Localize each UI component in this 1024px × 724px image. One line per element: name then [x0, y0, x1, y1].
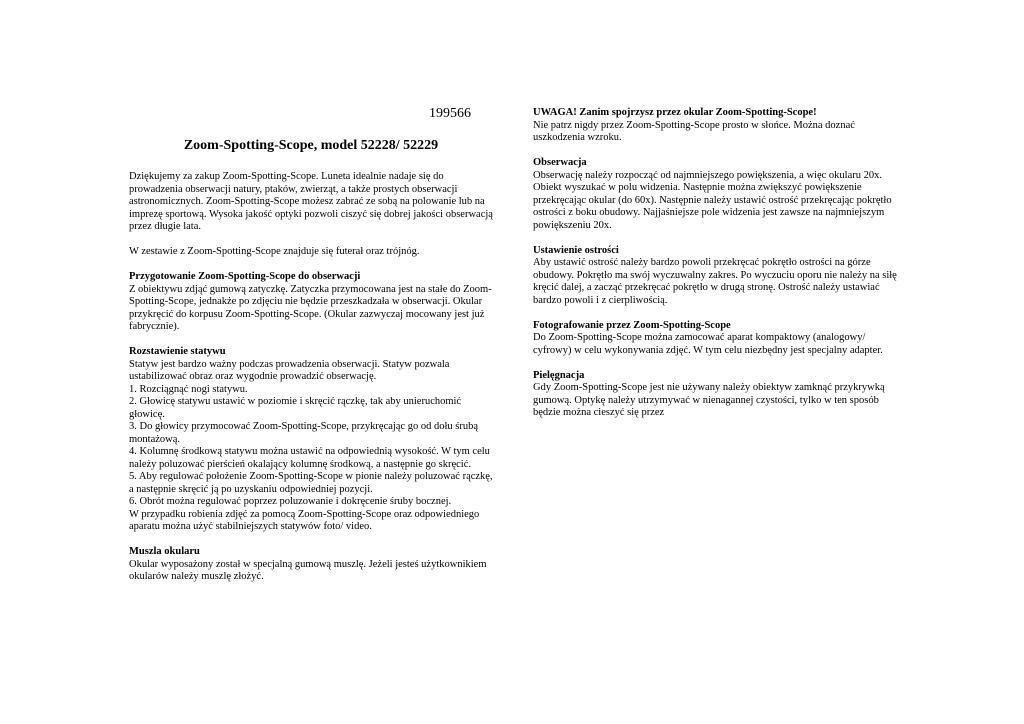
preparation-section [129, 271, 493, 334]
focus-body: Aby ustawić ostrość należy bardzo powoli przekręcać pokrętło ostrości na górze obudowy. Pokrętło ma swój wyczuwalny zakres. Po wyczuciu oporu nie należy na siłę kręcić dalej, a zacząć przekręcać pokrętło w drugą stronę. Ostrość należy ustawiać bardzo powoli i z cierpliwością. [533, 257, 897, 306]
document-title: Zoom-Spotting-Scope, model 52228/ 52229 [183, 138, 439, 153]
care-heading: Pielęgnacja [533, 369, 585, 381]
document-number: 199566 [429, 106, 471, 121]
eyecup-body: Okular wyposażony został w specjalną gumową muszlę. Jeżeli jesteś użytkownikiem okularów należy muszlę złożyć. [129, 558, 487, 582]
tripod-steps [129, 384, 493, 534]
preparation-heading: Przygotowanie Zoom-Spotting-Scope do obserwacji [129, 271, 361, 282]
warning-section [533, 107, 899, 145]
warning-heading: UWAGA! Zanim spojrzysz przez okular Zoom-Spotting-Scope! [533, 107, 817, 118]
tripod-note: W przypadku robienia zdjęć za pomocą Zoom-Spotting-Scope oraz odpowiedniego aparatu można użyć stabilniejszych statywów foto/ video. [129, 508, 480, 532]
tripod-step: 2. Głowicę statywu ustawić w poziomie i skręcić rączkę, tak aby unieruchomić głowicę. [129, 396, 462, 420]
tripod-section [129, 346, 493, 534]
intro-paragraph: Dziękujemy za zakup Zoom-Spotting-Scope. Luneta idealnie nadaje się do prowadzenia obserwacji natury, ptaków, zwierząt, a także prostych obserwacji astronomicznych. Zoom-Spotting-Scope możesz zabrać ze sobą na polowanie lub na imprezę sportową. Wysoka jakość optyki pozwoli ciszyć się dobrej jakości obserwacją przez długie lata. [129, 171, 493, 232]
tripod-step: 5. Aby regulować położenie Zoom-Spotting-Scope w pionie należy poluzować rączkę, a następnie skręcić ją po uzyskaniu odpowiedniej pozycji. [129, 471, 493, 495]
package-contents-paragraph: W zestawie z Zoom-Spotting-Scope znajduje się futerał oraz trójnóg. [129, 246, 420, 257]
warning-body: Nie patrz nigdy przez Zoom-Spotting-Scope prosto w słońce. Można doznać uszkodzenia wzroku. [533, 119, 855, 143]
care-body: Gdy Zoom-Spotting-Scope jest nie używany należy obiektyw zamknąć przykrywką gumową. Optykę należy utrzymywać w nienagannej czystości, tylko w ten sposób będzie można cieszyć się przez [533, 382, 885, 418]
eyecup-section [129, 546, 493, 584]
right-column [533, 107, 899, 432]
photography-section [533, 320, 899, 358]
observation-body: Obserwację należy rozpocząć od najmniejszego powiększenia, a więc okularu 20x. Obiekt wyszukać w polu widzenia. Następnie można zwiększyć powiększenie przekręcając okular (do 60x). Następnie należy ustawić ostrość przekręcając pokrętło ostrości z boku obudowy. Najjaśniejsze pole widzenia jest zawsze na najmniejszym powiększeniu 20x. [533, 169, 892, 231]
observation-heading: Obserwacja [533, 157, 587, 168]
observation-section [533, 157, 899, 232]
tripod-step: 1. Rozciągnąć nogi statywu. [129, 383, 248, 395]
left-column [129, 171, 493, 596]
tripod-step: 3. Do głowicy przymocować Zoom-Spotting-Scope, przykręcając go od dołu śrubą montażową. [129, 421, 479, 445]
focus-section [533, 245, 899, 308]
tripod-step: 4. Kolumnę środkową statywu można ustawić na odpowiednią wysokość. W tym celu należy poluzować pierścień okalający kolumnę środkową, a następnie go skręcić. [129, 446, 490, 470]
tripod-intro: Statyw jest bardzo ważny podczas prowadzenia obserwacji. Statyw pozwala ustabilizować obraz oraz wygodnie prowadzić obserwację. [129, 358, 450, 382]
preparation-body: Z obiektywu zdjąć gumową zatyczkę. Zatyczka przymocowana jest na stałe do Zoom-Spotting-Scope, jednakże po zdjęciu nie będzie przeszkadzała w obserwacji. Okular przykręcić do korpusu Zoom-Spotting-Scope. (Okular zazwyczaj mocowany jest już fabrycznie). [129, 283, 492, 332]
eyecup-heading: Muszla okularu [129, 546, 200, 557]
photography-heading: Fotografowanie przez Zoom-Spotting-Scope [533, 319, 731, 331]
focus-heading: Ustawienie ostrości [533, 244, 619, 256]
care-section [533, 370, 899, 420]
tripod-step: 6. Obrót można regulować poprzez poluzowanie i dokręcenie śruby bocznej. [129, 496, 452, 507]
tripod-heading: Rozstawienie statywu [129, 346, 226, 357]
photography-body: Do Zoom-Spotting-Scope można zamocować aparat kompaktowy (analogowy/ cyfrowy) w celu wykonywania zdjęć. W tym celu niezbędny jest specjalny adapter. [533, 332, 883, 356]
